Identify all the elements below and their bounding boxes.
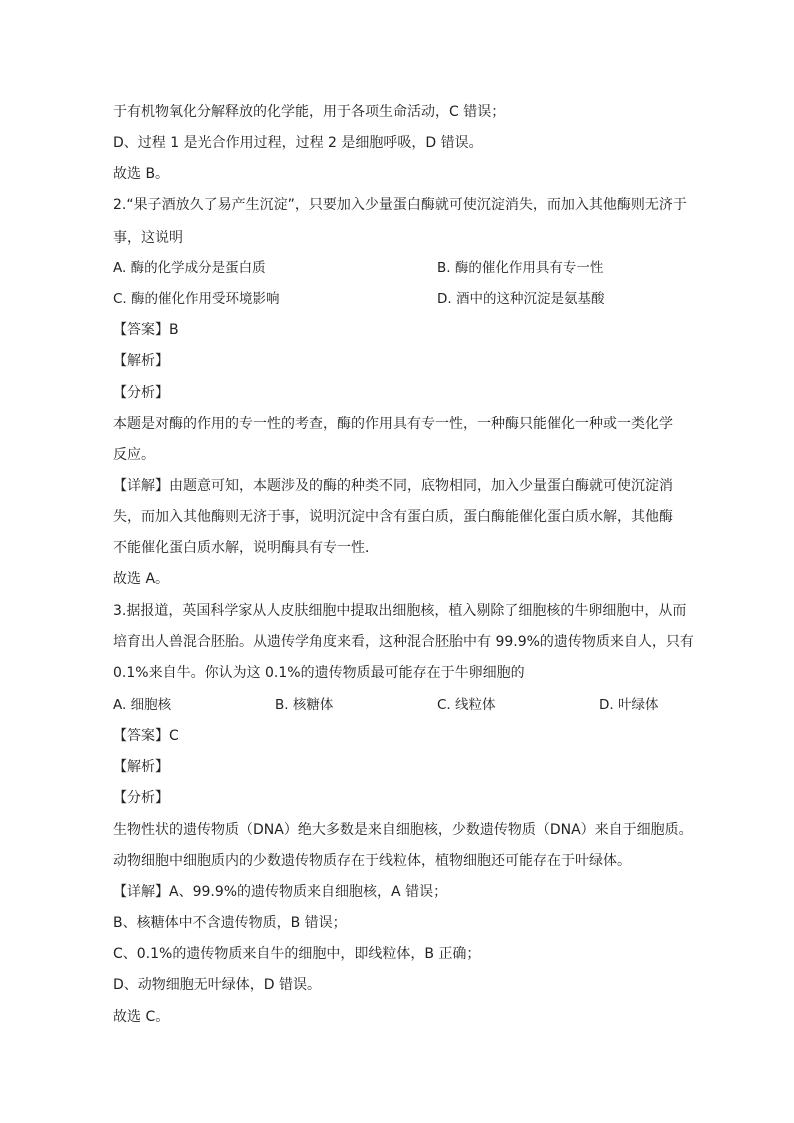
q2-detail-line-1: 【详解】由题意可知，本题涉及的酶的种类不同，底物相同，加入少量蛋白酶就可使沉淀消 — [113, 478, 673, 494]
q2-stem-line-2: 事，这说明 — [113, 230, 183, 246]
q2-option-b: B. 酶的催化作用具有专一性 — [437, 260, 604, 276]
q3-answer: 【答案】C — [113, 728, 179, 744]
q3-detail-line-2: B、核糖体中不含遗传物质，B 错误； — [113, 915, 347, 931]
q3-analysis-line-1: 生物性状的遗传物质（DNA）绝大多数是来自细胞核，少数遗传物质（DNA）来自于细胞质。 — [113, 822, 693, 838]
q2-conclusion: 故选 A。 — [113, 571, 170, 587]
q3-analysis-line-2: 动物细胞中细胞质内的少数遗传物质存在于线粒体，植物细胞还可能存在于叶绿体。 — [113, 853, 631, 869]
q3-jiexi-label: 【解析】 — [113, 759, 169, 775]
q2-stem-line-1: 2.“果子酒放久了易产生沉淀”，只要加入少量蛋白酶就可使沉淀消失，而加入其他酶则无济于 — [113, 197, 687, 213]
q2-option-c: C. 酶的催化作用受环境影响 — [113, 291, 280, 307]
q3-stem-line-3: 0.1%来自牛。你认为这 0.1%的遗传物质最可能存在于牛卵细胞的 — [113, 665, 525, 681]
q2-analysis-line-2: 反应。 — [113, 447, 155, 463]
prev-explanation-line-2: D、过程 1 是光合作用过程，过程 2 是细胞呼吸，D 错误。 — [113, 135, 483, 151]
q3-stem-line-2: 培育出人兽混合胚胎。从遗传学角度来看，这种混合胚胎中有 99.9%的遗传物质来自人，只有 — [113, 634, 694, 650]
q3-fenxi-label: 【分析】 — [113, 790, 169, 806]
q2-analysis-line-1: 本题是对酶的作用的专一性的考查，酶的作用具有专一性，一种酶只能催化一种或一类化学 — [113, 416, 673, 432]
q3-option-d: D. 叶绿体 — [599, 697, 659, 713]
q2-detail-line-2: 失，而加入其他酶则无济于事，说明沉淀中含有蛋白质，蛋白酶能催化蛋白质水解，其他酶 — [113, 509, 673, 525]
q3-option-b: B. 核糖体 — [275, 697, 334, 713]
q3-detail-line-4: D、动物细胞无叶绿体，D 错误。 — [113, 977, 322, 993]
q3-conclusion: 故选 C。 — [113, 1009, 170, 1025]
q2-jiexi-label: 【解析】 — [113, 353, 169, 369]
q3-detail-line-1: 【详解】A、99.9%的遗传物质来自细胞核，A 错误； — [113, 884, 448, 900]
q2-option-a: A. 酶的化学成分是蛋白质 — [113, 260, 266, 276]
q2-answer: 【答案】B — [113, 322, 179, 338]
q2-fenxi-label: 【分析】 — [113, 385, 169, 401]
q3-option-a: A. 细胞核 — [113, 697, 172, 713]
prev-conclusion: 故选 B。 — [113, 166, 170, 182]
q3-option-c: C. 线粒体 — [437, 697, 496, 713]
q2-detail-line-3: 不能催化蛋白质水解，说明酶具有专一性． — [113, 540, 379, 556]
prev-explanation-line-1: 于有机物氧化分解释放的化学能，用于各项生命活动，C 错误； — [113, 104, 506, 120]
q3-detail-line-3: C、0.1%的遗传物质来自牛的细胞中，即线粒体，B 正确； — [113, 946, 481, 962]
q3-stem-line-1: 3.据报道，英国科学家从人皮肤细胞中提取出细胞核，植入剔除了细胞核的牛卵细胞中，从而 — [113, 603, 687, 619]
q2-option-d: D. 酒中的这种沉淀是氨基酸 — [437, 291, 605, 307]
